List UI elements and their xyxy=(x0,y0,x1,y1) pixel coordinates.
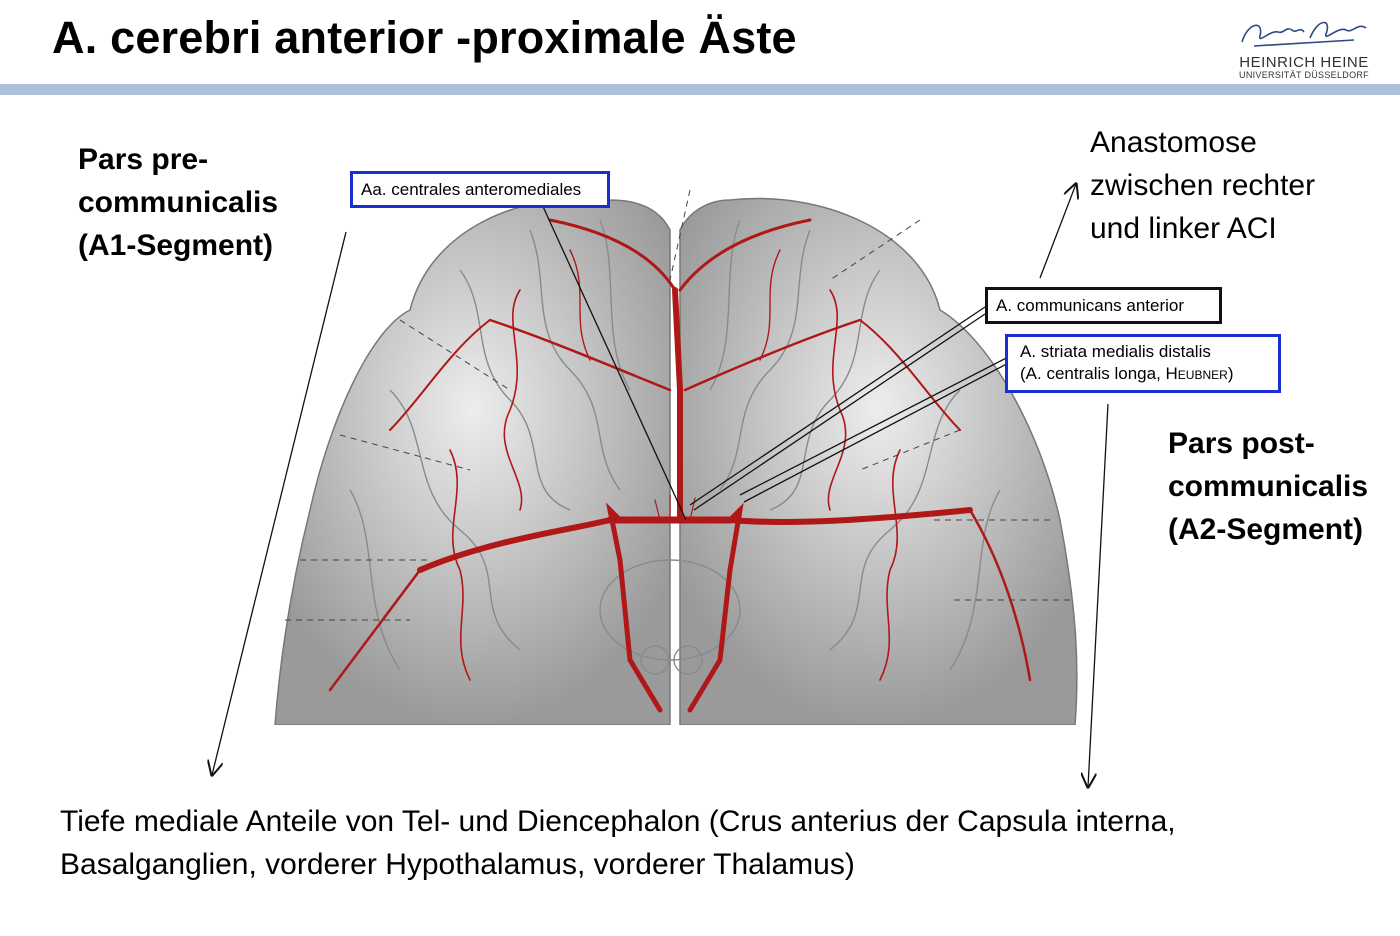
arrow-pre-to-bottom xyxy=(212,232,346,775)
striata-line1: A. striata medialis distalis xyxy=(1020,342,1211,361)
striata-line2-name: Heubner xyxy=(1165,364,1228,383)
label-line: (A2-Segment) xyxy=(1168,513,1364,546)
arrow-to-anastomose xyxy=(1040,184,1076,278)
label-line: communicalis xyxy=(78,186,279,219)
logo-text-line1: HEINRICH HEINE xyxy=(1239,54,1369,71)
pars-postcommunicalis-label xyxy=(1168,422,1368,551)
label-line: Pars post- xyxy=(1168,427,1315,460)
pars-precommunicalis-label xyxy=(78,138,278,267)
leader-striata-2 xyxy=(744,358,1018,502)
arrow-post-to-bottom xyxy=(1088,404,1108,787)
label-line: und linker ACI xyxy=(1090,212,1277,245)
box-communicans-anterior: A. communicans anterior xyxy=(985,287,1222,324)
striata-line2-pre: (A. centralis longa, xyxy=(1020,364,1166,383)
label-line: communicalis xyxy=(1168,470,1369,503)
text-line: Basalganglien, vorderer Hypothalamus, vorderer Thalamus) xyxy=(60,848,855,881)
striata-line2 xyxy=(1020,363,1270,385)
striata-line2-post: ) xyxy=(1227,364,1234,383)
text-line: Tiefe mediale Anteile von Tel- und Diencephalon (Crus anterius der Capsula interna, xyxy=(60,805,1176,838)
leader-communicans xyxy=(690,307,985,505)
anastomose-label xyxy=(1090,121,1315,250)
leader-communicans-2 xyxy=(694,314,985,510)
supply-region-text xyxy=(60,800,1176,886)
box-striata-medialis xyxy=(1005,334,1281,393)
label-line: Pars pre- xyxy=(78,143,209,176)
logo-text-line2: UNIVERSITÄT DÜSSELDORF xyxy=(1239,70,1369,80)
label-line: (A1-Segment) xyxy=(78,229,274,262)
page-title: A. cerebri anterior -proximale Äste xyxy=(52,12,797,63)
label-line: zwischen rechter xyxy=(1090,169,1316,202)
box-centrales-anteromediales: Aa. centrales anteromediales xyxy=(350,171,610,208)
leader-striata xyxy=(740,352,1018,495)
label-line: Anastomose xyxy=(1090,126,1257,159)
leader-centrales xyxy=(540,200,686,520)
